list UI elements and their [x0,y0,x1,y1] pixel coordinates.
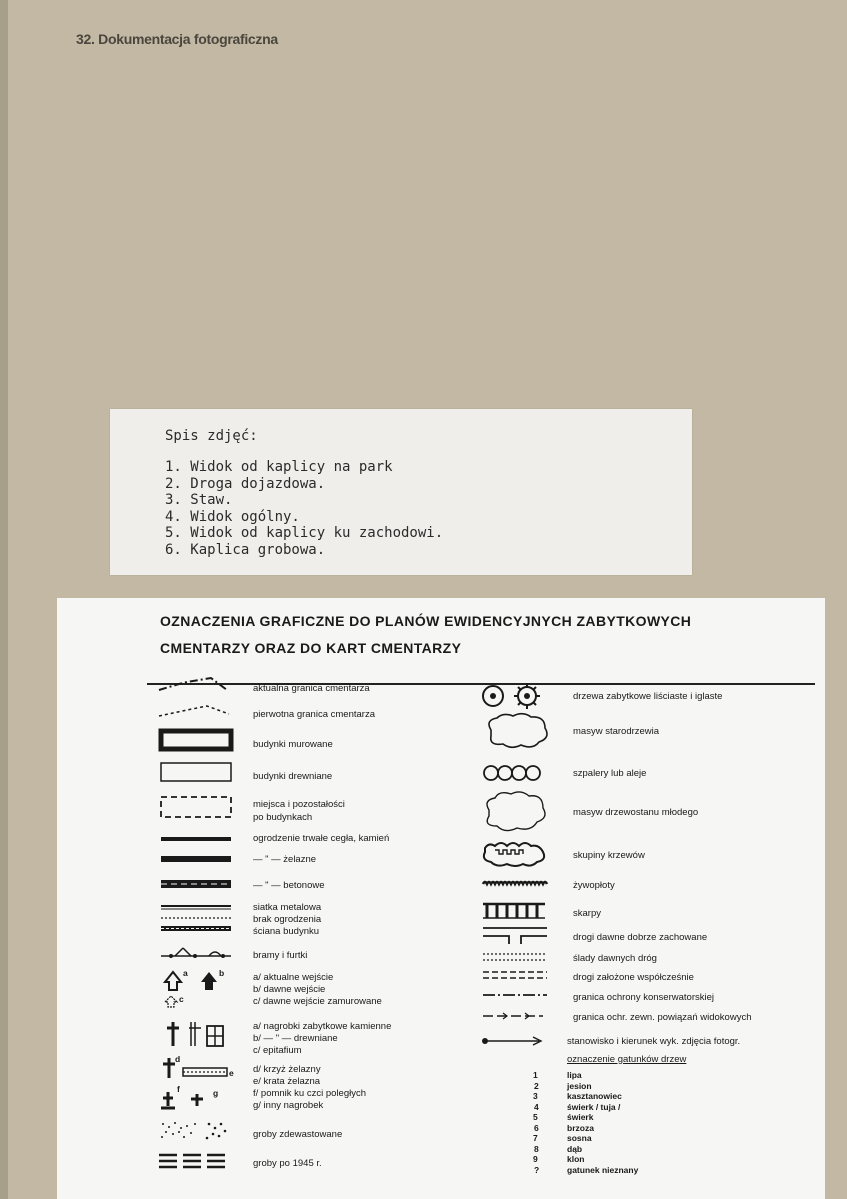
tree-species-number: 8 [534,1143,539,1154]
tree-species-number: ? [534,1164,540,1175]
photo-item: 1. Widok od kaplicy na park [165,459,393,475]
tree-species-name: dąb [567,1143,583,1154]
brick-building-symbol [157,728,237,752]
legend-left-24: groby po 1945 r. [253,1158,322,1169]
legend-right-10: granica ochrony konserwatorskiej [573,992,714,1003]
legend-left-21: f/ pomnik ku czci poległych [253,1088,366,1099]
legend-right-9: drogi założone współcześnie [573,972,694,983]
tree-species-name: świerk / tuja / [567,1101,621,1112]
tree-species-number: 7 [533,1133,538,1143]
original-boundary-symbol [157,700,237,720]
photo-item: 4. Widok ogólny. [165,508,300,525]
photo-list-title: Spis zdjęć: [165,428,258,444]
tree-species-name: klon [567,1154,585,1164]
shrub-group-symbol [481,838,561,870]
iron-fence-symbol [157,852,237,866]
legend-left-11: ściana budynku [253,926,320,937]
monument-symbol [157,1086,237,1112]
letter-d: d [175,1054,181,1064]
legend-left-7: — " — żelazne [253,854,317,865]
letter-g: g [213,1088,219,1098]
legend-left-1: pierwotna granica cmentarza [253,709,375,720]
devastated-graves-symbol [157,1118,237,1142]
legend-left-16: a/ nagrobki zabytkowe kamienne [253,1021,392,1032]
escarpment-symbol [481,900,561,922]
tree-species-name: lipa [567,1070,582,1080]
legend-left-10: brak ogrodzenia [253,914,322,925]
tree-species-number: 9 [533,1154,538,1164]
tree-species-name: świerk [567,1112,594,1122]
tomb-symbol [157,1018,237,1048]
post-1945-graves-symbol [157,1150,237,1174]
photo-item: 3. Staw. [165,492,233,508]
legend-right-3: masyw drzewostanu młodego [573,807,699,818]
photo-item: 2. Droga dojazdowa. [165,475,326,492]
hedge-symbol [481,878,561,890]
legend-left-17: b/ — " — drewniane [253,1033,338,1044]
entrance-symbol [157,966,237,1008]
legend-left-13: a/ aktualne wejście [253,972,334,983]
letter-b: b [219,968,225,978]
wooden-building-symbol [157,760,237,784]
photo-list-card [110,409,692,575]
current-boundary-symbol [157,674,237,694]
legend-left-2: budynki murowane [253,739,333,750]
legend-left-4: miejsca i pozostałości [253,799,345,810]
photo-item: 5. Widok od kaplicy ku zachodowi. [165,525,444,541]
legend-right-2: szpalery lub aleje [573,768,647,779]
legend-left-6: ogrodzenie trwałe cegła, kamień [253,833,390,844]
page-header: 32. Dokumentacja fotograficzna [76,31,278,47]
building-remains-symbol [157,794,237,820]
legend-left-12: bramy i furtki [253,950,308,961]
photo-item: 6. Kaplica grobowa. [165,541,326,558]
legend-title-line2: CMENTARZY ORAZ DO KART CMENTARZY [160,640,462,656]
legend-sheet [57,598,825,1199]
solid-fence-symbol [157,834,237,844]
tree-species-number: 3 [533,1091,538,1101]
legend-left-3: budynki drewniane [253,771,333,782]
modern-road-symbol [481,968,561,982]
legend-right-5: żywopłoty [573,880,615,891]
page-edge [0,0,8,1199]
legend-left-15: c/ dawne wejście zamurowane [253,996,382,1007]
legend-left-8: — " — betonowe [253,880,325,891]
old-road-symbol [481,924,561,944]
young-tree-stand-symbol [481,790,561,834]
tree-species-number: 6 [534,1122,539,1133]
legend-left-18: c/ epitafium [253,1045,302,1056]
road-traces-symbol [481,950,561,964]
legend-left-22: g/ inny nagrobek [253,1100,324,1111]
tree-species-name: brzoza [567,1122,594,1133]
legend-left-19: d/ krzyż żelazny [253,1064,321,1075]
tree-species-name: sosna [567,1133,592,1143]
legend-right-1: masyw starodrzewia [573,726,660,737]
tree-species-number: 1 [533,1070,538,1080]
concrete-fence-symbol [157,878,237,892]
conservation-boundary-symbol [481,990,561,1000]
tree-species-number: 2 [534,1080,539,1091]
historic-trees-symbol [481,682,561,712]
tree-species-number: 4 [534,1101,539,1112]
old-tree-stand-symbol [481,712,561,750]
tree-species-name: jesion [567,1080,592,1091]
legend-left-14: b/ dawne wejście [253,984,326,995]
iron-cross-symbol [157,1054,237,1082]
legend-left-5: po budynkach [253,812,313,823]
tree-species-heading: oznaczenie gatunków drzew [567,1054,687,1065]
legend-left-0: aktualna granica cmentarza [253,683,370,694]
legend-left-9: siatka metalowa [253,902,322,913]
legend-right-0: drzewa zabytkowe liściaste i iglaste [573,691,723,702]
tree-species-number: 5 [533,1112,538,1122]
photo-list [165,459,443,558]
view-protection-symbol [481,1010,561,1022]
legend-right-6: skarpy [573,908,601,919]
legend-left-20: e/ krata żelazna [253,1076,321,1087]
letter-c: c [179,994,184,1004]
tree-species-name: kasztanowiec [567,1091,622,1101]
letter-a: a [183,968,188,978]
photo-position-symbol [481,1034,561,1048]
legend-title-line1: OZNACZENIA GRAFICZNE DO PLANÓW EWIDENCYJNYCH ZABYTKOWYCH [160,613,692,629]
legend-right-8: ślady dawnych dróg [573,953,657,964]
legend-left-23: groby zdewastowane [253,1129,343,1140]
legend-right-11: granica ochr. zewn. powiązań widokowych [573,1012,752,1023]
legend-right-4: skupiny krzewów [573,850,645,861]
avenue-symbol [481,764,561,782]
tree-species-name: gatunek nieznany [567,1164,639,1175]
mesh-fence-symbol [157,902,237,934]
letter-e: e [229,1068,234,1078]
legend-right-7: drogi dawne dobrze zachowane [573,932,708,943]
letter-f: f [177,1084,180,1094]
legend-right-12: stanowisko i kierunek wyk. zdjęcia fotogr. [567,1036,741,1047]
gate-symbol [157,944,237,964]
